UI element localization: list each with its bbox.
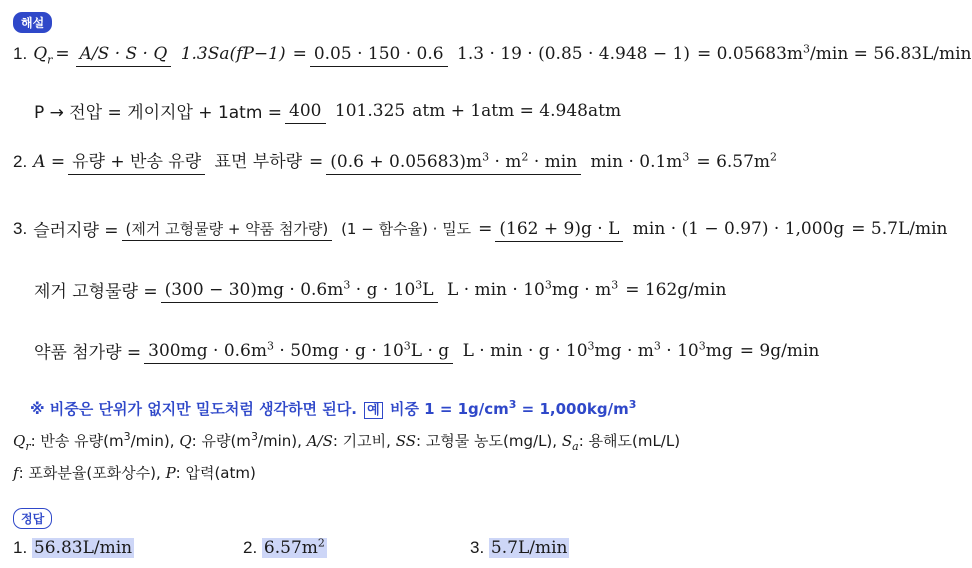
equation-result: = $6.57m^2$	[696, 150, 778, 172]
equation-lhs: $Q_r$	[33, 44, 53, 67]
equation-lhs: P → 전압 = 게이지압 + 1atm =	[34, 103, 283, 123]
equation-lhs: 슬러지량 =	[33, 221, 119, 241]
equation-1: 1. $Q_r$ = A/S · S · Q 1.3Sa(fP−1) = 0.05 · 150 · 0.6 1.3 · 19 · (0.85 · 4.948 − 1) = $0.05683m^3/\min = 56.83L/\min$	[13, 42, 972, 67]
equation-result: = 162g/min	[625, 279, 727, 300]
equation-lhs: A =	[33, 152, 66, 172]
equation-lhs: 약품 첨가량 =	[34, 343, 142, 363]
fraction-symbolic: A/S · S · Q 1.3Sa(fP−1)	[76, 44, 290, 64]
variable-legend-2: f: 포화분율(포화상수), P: 압력(atm)	[13, 464, 256, 482]
answer-3: 3. 5.7L/min	[470, 538, 568, 558]
equation-3b	[34, 277, 726, 302]
equation-result: = $0.05683m^3/\min = 56.83L/\min$	[696, 42, 972, 64]
fraction-numeric: $(0.6 + 0.05683)m^3 \cdot m^2 \cdot \min \min \cdot 0.1m^3$	[326, 152, 693, 172]
explanation-badge: 해설	[13, 12, 52, 33]
fraction-numeric: $(300 - 30)mg \cdot 0.6m^3 \cdot g \cdot 10^3L$ $L \cdot \min \cdot 10^3mg \cdot m^3$	[161, 280, 623, 300]
fraction-numeric: (162 + 9)g · L min · (1 − 0.97) · 1,000g	[495, 219, 848, 239]
equation-1b	[34, 98, 621, 123]
equation-number: 1.	[13, 44, 28, 63]
answer-value: 56.83L/min	[33, 538, 133, 558]
specific-gravity-note: ※ 비중은 단위가 없지만 밀도처럼 생각하면 된다. 예 비중 $1 = 1g/cm^3 = 1,000kg/m^3$	[30, 398, 637, 418]
variable-legend-1: $Q_r$: 반송 유량$(m^3/\min)$, Q: 유량$(m^3/\min)$, A/S: 기고비, SS: 고형물 농도(mg/L), $S_a$: 용해도(mL/L)	[13, 430, 681, 453]
fraction-numeric: 0.05 · 150 · 0.6 1.3 · 19 · (0.85 · 4.948 − 1)	[310, 44, 694, 64]
equation-lhs: 제거 고형물량 =	[34, 282, 158, 302]
equation-3: 3. 슬러지량 = (제거 고형물량 + 약품 첨가량) (1 − 함수율) · 밀도 = (162 + 9)g · L min · (1 − 0.97) · 1,000g = 5.7L/min	[13, 216, 947, 241]
fraction-words: (제거 고형물량 + 약품 첨가량) (1 − 함수율) · 밀도	[122, 219, 476, 239]
answer-2: 2. $6.57m^2$	[243, 536, 325, 558]
answer-1: 1. 56.83L/min	[13, 538, 133, 558]
example-box: 예	[364, 402, 383, 419]
fraction: 400 101.325	[285, 101, 409, 121]
fraction-numeric: $300mg \cdot 0.6m^3 \cdot 50mg \cdot g \cdot 10^3L \cdot g$ $L \cdot \min \cdot g \cdot 10^3mg \cdot m^3 \cdot 10^3mg$	[144, 341, 737, 361]
equation-3c	[34, 338, 819, 363]
fraction-words: 유량 + 반송 유량 표면 부하량	[68, 152, 306, 172]
equation-number: 2.	[13, 152, 28, 171]
equation-result: atm + 1atm = 4.948atm	[412, 100, 622, 121]
answer-value: 5.7L/min	[490, 538, 568, 558]
equation-result: = 9g/min	[739, 340, 820, 361]
answer-value: $6.57m^2$	[263, 536, 325, 558]
answer-badge: 정답	[13, 508, 52, 529]
equation-number: 3.	[13, 218, 28, 238]
equation-result: = 5.7L/min	[851, 218, 948, 239]
equation-2: 2. A = 유량 + 반송 유량 표면 부하량 = $(0.6 + 0.05683)m^3 \cdot m^2 \cdot \min \min \cdot 0.1m^3$ = $6.57m^2$	[13, 152, 777, 172]
